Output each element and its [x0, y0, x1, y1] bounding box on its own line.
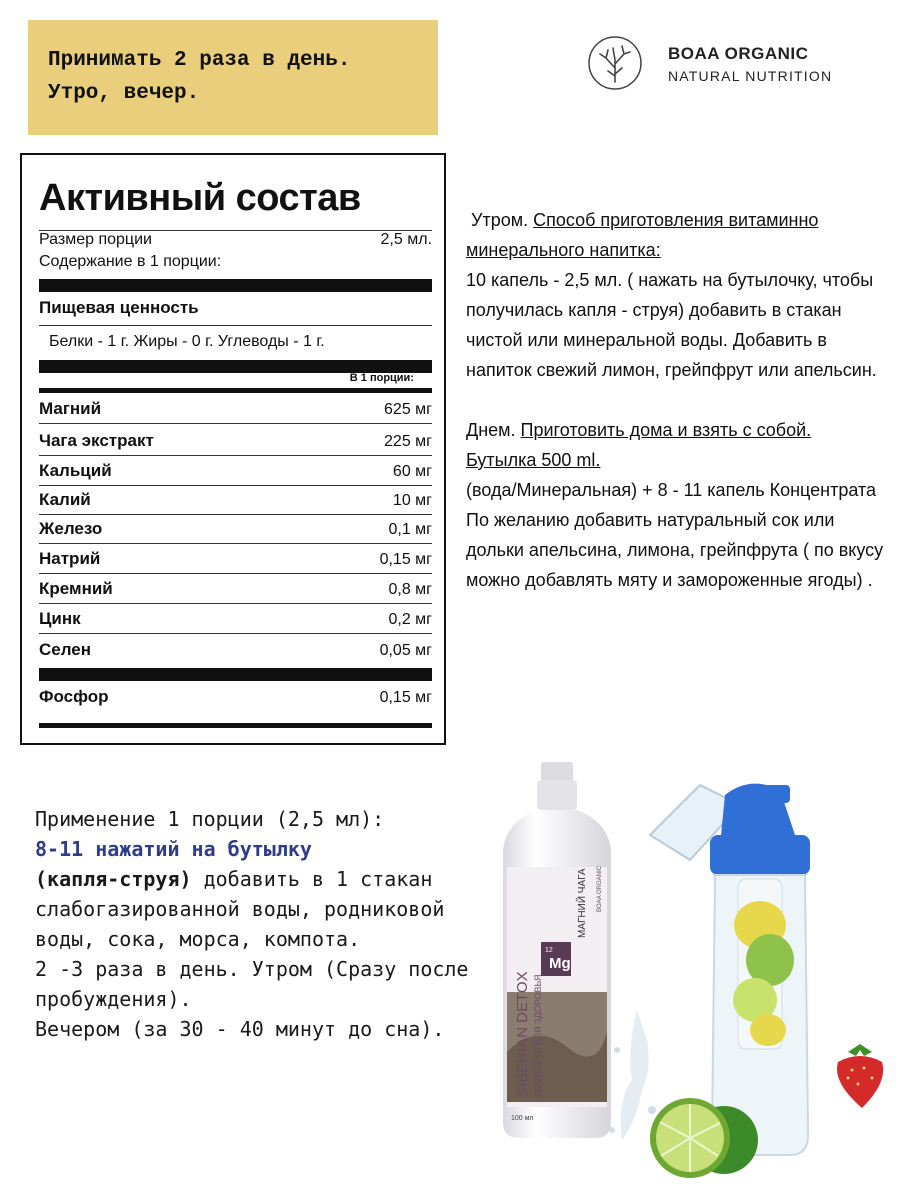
bottle-flavor: МАГНИЙ ЧАГА — [577, 868, 588, 938]
nutrient-value: 60 мг — [392, 463, 432, 480]
bottle-volume: 100 мл — [511, 1115, 534, 1122]
brand-name: BOAA ORGANIC — [668, 44, 809, 63]
nutrient-value: 625 мг — [384, 401, 432, 418]
divider — [39, 603, 432, 604]
nutrient-row — [39, 605, 432, 633]
usage-instructions — [35, 804, 475, 1044]
usage-heading: Применение 1 порции (2,5 мл): — [35, 807, 385, 831]
morning-heading: Способ приготовления витаминно минерального напитка: — [466, 210, 819, 260]
divider — [39, 723, 432, 728]
nutrient-name: Селен — [39, 640, 92, 659]
nutrient-row — [39, 636, 432, 664]
nutrient-row — [39, 427, 432, 455]
nutrient-value: 0,2 мг — [388, 611, 432, 628]
banner-line-2: Утро, вечер. — [48, 82, 200, 105]
nutrient-value: 0,15 мг — [379, 689, 432, 706]
nutrient-name: Натрий — [39, 549, 101, 568]
nutrient-row — [39, 515, 432, 543]
nutrient-value: 10 мг — [392, 492, 432, 509]
nutrient-name: Фосфор — [39, 687, 109, 706]
bottle-element-number: 12 — [545, 947, 553, 954]
day-heading: Приготовить дома и взять с собой. Бутылка 500 ml. — [466, 420, 812, 470]
nutrient-row — [39, 457, 432, 485]
nutrient-row — [39, 395, 432, 423]
tree-icon — [586, 34, 644, 92]
day-label: Днем. — [466, 420, 516, 440]
nutrient-name: Чага экстракт — [39, 431, 154, 450]
facts-title: Активный состав — [39, 177, 361, 219]
divider — [39, 633, 432, 634]
usage-presses: 8-11 нажатий на бутылку — [35, 837, 312, 861]
nutrient-name: Калий — [39, 490, 91, 509]
morning-label: Утром. — [471, 210, 529, 230]
divider — [39, 423, 432, 424]
nutrient-value: 0,15 мг — [379, 551, 432, 568]
usage-dilution: добавить в 1 стакан слабогазированной воды, родниковой воды, сока, морса, компота. — [35, 867, 445, 951]
preparation-instructions — [466, 205, 886, 595]
supplement-facts-panel — [20, 153, 446, 745]
strawberry-image — [828, 1042, 892, 1110]
nutrient-name: Магний — [39, 399, 102, 418]
nutrient-row — [39, 683, 432, 711]
brand-header — [586, 34, 876, 94]
nutrient-name: Железо — [39, 519, 103, 538]
nutrient-row — [39, 545, 432, 573]
divider — [39, 543, 432, 544]
nutrient-value: 0,05 мг — [379, 642, 432, 659]
usage-evening: Вечером (за 30 - 40 минут до сна). — [35, 1017, 445, 1041]
day-text-optional: По желанию добавить натуральный сок или дольки апельсина, лимона, грейпфрута ( по вкусу можно добавлять мяту и замороженные ягоды) . — [466, 510, 884, 590]
bottle-subtitle: КОМПЛЕКС ДЛЯ ЗДОРОВЬЯ — [533, 974, 543, 1097]
divider — [39, 573, 432, 574]
bottle-element-symbol: Mg — [549, 955, 571, 972]
dosage-banner — [28, 20, 438, 135]
per-portion-header: В 1 порции: — [349, 372, 414, 384]
brand-tagline: NATURAL NUTRITION — [668, 68, 833, 84]
lime-image — [640, 1078, 760, 1188]
nutrient-value: 225 мг — [384, 433, 432, 450]
content-per-serving-label: Содержание в 1 порции: — [39, 253, 222, 270]
nutrient-value: 0,8 мг — [388, 581, 432, 598]
usage-frequency: 2 -3 раза в день. Утром (Сразу после пробуждения). — [35, 957, 469, 1011]
nutrient-value: 0,1 мг — [388, 521, 432, 538]
serving-size-label: Размер порции — [39, 231, 152, 248]
usage-drop-note: (капля-струя) — [35, 867, 192, 891]
macronutrients: Белки - 1 г. Жиры - 0 г. Углеводы - 1 г. — [49, 333, 325, 350]
morning-text: 10 капель - 2,5 мл. ( нажать на бутылочку, чтобы получилась капля - струя) добавить в стакан чистой или минеральной воды. Добавить в напиток свежий лимон, грейпфрут или апельсин. — [466, 270, 877, 380]
divider — [39, 668, 432, 681]
divider — [39, 388, 432, 393]
nutrient-name: Кальций — [39, 461, 112, 480]
serving-size-value: 2,5 мл. — [380, 231, 432, 248]
nutrition-value-label: Пищевая ценность — [39, 298, 199, 317]
bottle-brand: BOAA ORGANIC — [597, 865, 603, 912]
nutrient-name: Цинк — [39, 609, 81, 628]
divider — [39, 279, 432, 292]
nutrient-row — [39, 486, 432, 514]
bottle-product-name: SIBERIAN DETOX — [514, 971, 531, 1097]
nutrient-name: Кремний — [39, 579, 113, 598]
divider — [39, 455, 432, 456]
nutrient-row — [39, 575, 432, 603]
divider — [39, 325, 432, 326]
day-text: (вода/Минеральная) + 8 - 11 капель Концентрата — [466, 480, 877, 500]
banner-line-1: Принимать 2 раза в день. — [48, 49, 351, 72]
